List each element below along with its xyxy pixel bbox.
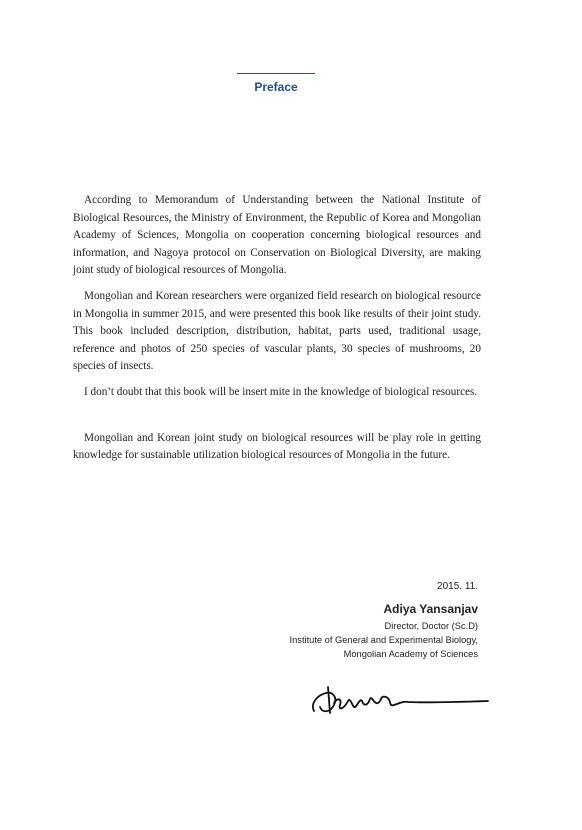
author-institute: Institute of General and Experimental Biology, <box>289 635 478 645</box>
author-academy: Mongolian Academy of Sciences <box>343 649 478 659</box>
paragraph-3: I don’t doubt that this book will be insert mite in the knowledge of biological resources. <box>84 385 478 398</box>
handwritten-signature <box>308 683 492 717</box>
author-title: Director, Doctor (Sc.D) <box>384 621 478 631</box>
title-rule <box>237 73 315 74</box>
paragraph-1: According to Memorandum of Understanding between the National Institute of Biological Resources, the Ministry of Environment, the Republic of Korea and Mongolian Academy of Sciences, Mongolia on cooperation concerning biological resources and information, and Nagoya protocol on Conservation on Biological Diversity, are making joint study of biological resources of Mongolia. <box>73 194 481 277</box>
date: 2015. 11. <box>437 581 478 592</box>
paragraph-2: Mongolian and Korean researchers were organized field research on biological resource in Mongolia in summer 2015, and were presented this book like results of their joint study. This book included description, distribution, habitat, parts used, traditional usage, reference and photos of 250 species of vascular plants, 30 species of mushrooms, 20 species of insects. <box>73 289 481 373</box>
page-title: Preface <box>254 80 298 94</box>
paragraph-4: Mongolian and Korean joint study on biological resources will be play role in getting knowledge for sustainable utilization biological resources of Mongolia in the future. <box>73 431 481 462</box>
preface-body <box>73 192 481 473</box>
signature-block <box>290 581 478 661</box>
author-name: Adiya Yansanjav <box>383 602 478 616</box>
